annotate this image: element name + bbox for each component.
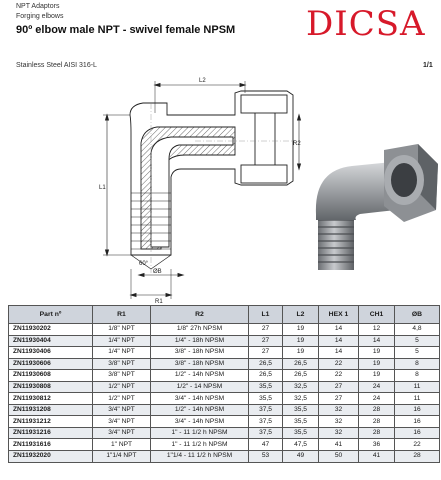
table-row bbox=[9, 381, 440, 393]
l2-cell: 47,5 bbox=[283, 439, 319, 451]
product-photo bbox=[300, 140, 440, 275]
r2-cell: 1/2" - 14h NPSM bbox=[151, 404, 249, 416]
r1-cell: 1"1/4 NPT bbox=[93, 451, 151, 463]
r2-cell: 3/4" - 14h NPSM bbox=[151, 393, 249, 405]
technical-drawing bbox=[95, 73, 305, 305]
col-header-part: Part nº bbox=[9, 306, 93, 324]
ob-cell: 8 bbox=[395, 370, 440, 382]
ob-cell: 22 bbox=[395, 439, 440, 451]
l2-cell: 26,5 bbox=[283, 358, 319, 370]
l2-cell: 19 bbox=[283, 335, 319, 347]
table-row bbox=[9, 439, 440, 451]
part-number: ZN11930606 bbox=[9, 358, 93, 370]
l1-cell: 35,5 bbox=[249, 381, 283, 393]
table-row bbox=[9, 324, 440, 336]
r2-cell: 1" - 11 1/2 h NPSM bbox=[151, 439, 249, 451]
ch1-cell: 36 bbox=[359, 439, 395, 451]
ch1-cell: 41 bbox=[359, 451, 395, 463]
r1-cell: 3/4" NPT bbox=[93, 427, 151, 439]
col-header-r1: R1 bbox=[93, 306, 151, 324]
r1-cell: 1/2" NPT bbox=[93, 393, 151, 405]
ch1-cell: 14 bbox=[359, 335, 395, 347]
ch1-cell: 28 bbox=[359, 416, 395, 428]
table-row bbox=[9, 427, 440, 439]
ch1-cell: 24 bbox=[359, 381, 395, 393]
r1-cell: 3/4" NPT bbox=[93, 416, 151, 428]
r1-cell: 3/4" NPT bbox=[93, 404, 151, 416]
r2-cell: 1" - 11 1/2 h NPSM bbox=[151, 427, 249, 439]
table-row bbox=[9, 404, 440, 416]
hex1-cell: 14 bbox=[319, 347, 359, 359]
l2-cell: 19 bbox=[283, 324, 319, 336]
hex1-cell: 41 bbox=[319, 439, 359, 451]
ob-cell: 5 bbox=[395, 335, 440, 347]
l1-cell: 27 bbox=[249, 335, 283, 347]
ob-cell: 28 bbox=[395, 451, 440, 463]
col-header-l2: L2 bbox=[283, 306, 319, 324]
l1-cell: 37,5 bbox=[249, 404, 283, 416]
l2-cell: 35,5 bbox=[283, 416, 319, 428]
l1-cell: 26,5 bbox=[249, 358, 283, 370]
l2-cell: 32,5 bbox=[283, 393, 319, 405]
dim-label-l2: L2 bbox=[199, 78, 206, 84]
ob-cell: 11 bbox=[395, 393, 440, 405]
subcategory-label: Forging elbows bbox=[16, 13, 64, 20]
part-number: ZN11930404 bbox=[9, 335, 93, 347]
ob-cell: 16 bbox=[395, 404, 440, 416]
table-row bbox=[9, 393, 440, 405]
ob-cell: 8 bbox=[395, 358, 440, 370]
category-label: NPT Adaptors bbox=[16, 3, 60, 10]
r1-cell: 1" NPT bbox=[93, 439, 151, 451]
ch1-cell: 19 bbox=[359, 370, 395, 382]
ch1-cell: 19 bbox=[359, 358, 395, 370]
l2-cell: 19 bbox=[283, 347, 319, 359]
r1-cell: 3/8" NPT bbox=[93, 370, 151, 382]
l1-cell: 26,5 bbox=[249, 370, 283, 382]
dim-label-r2: R2 bbox=[293, 141, 301, 147]
r1-cell: 1/8" NPT bbox=[93, 324, 151, 336]
r1-cell: 3/8" NPT bbox=[93, 358, 151, 370]
hex1-cell: 32 bbox=[319, 404, 359, 416]
col-header-hex1: HEX 1 bbox=[319, 306, 359, 324]
ch1-cell: 28 bbox=[359, 404, 395, 416]
table-row bbox=[9, 451, 440, 463]
table-header-row bbox=[9, 306, 440, 324]
col-header-l1: L1 bbox=[249, 306, 283, 324]
l2-cell: 35,5 bbox=[283, 404, 319, 416]
table-row bbox=[9, 370, 440, 382]
ch1-cell: 19 bbox=[359, 347, 395, 359]
part-number: ZN11930808 bbox=[9, 381, 93, 393]
ob-cell: 11 bbox=[395, 381, 440, 393]
l2-cell: 26,5 bbox=[283, 370, 319, 382]
hex1-cell: 14 bbox=[319, 335, 359, 347]
part-number: ZN11931216 bbox=[9, 427, 93, 439]
r2-cell: 3/4" - 14h NPSM bbox=[151, 416, 249, 428]
part-number: ZN11931212 bbox=[9, 416, 93, 428]
r1-cell: 1/2" NPT bbox=[93, 381, 151, 393]
r2-cell: 3/8" - 18h NPSM bbox=[151, 347, 249, 359]
part-number: ZN11930608 bbox=[9, 370, 93, 382]
hex1-cell: 14 bbox=[319, 324, 359, 336]
part-number: ZN11932020 bbox=[9, 451, 93, 463]
l1-cell: 47 bbox=[249, 439, 283, 451]
specification-table bbox=[8, 305, 440, 463]
dim-label-r1: R1 bbox=[155, 299, 163, 305]
dim-label-angle: 60° bbox=[139, 261, 149, 267]
hex1-cell: 32 bbox=[319, 416, 359, 428]
r2-cell: 1/2" - 14h NPSM bbox=[151, 370, 249, 382]
col-header-ob: ØB bbox=[395, 306, 440, 324]
l2-cell: 49 bbox=[283, 451, 319, 463]
material-label: Stainless Steel AISI 316-L bbox=[16, 62, 97, 69]
page-title: 90º elbow male NPT - swivel female NPSM bbox=[16, 24, 236, 36]
table-row bbox=[9, 347, 440, 359]
dim-label-ob: ØB bbox=[153, 269, 162, 275]
r1-cell: 1/4" NPT bbox=[93, 347, 151, 359]
col-header-r2: R2 bbox=[151, 306, 249, 324]
r1-cell: 1/4" NPT bbox=[93, 335, 151, 347]
ob-cell: 4,8 bbox=[395, 324, 440, 336]
hex1-cell: 50 bbox=[319, 451, 359, 463]
part-number: ZN11930406 bbox=[9, 347, 93, 359]
r2-cell: 1/2" - 14 NPSM bbox=[151, 381, 249, 393]
hex1-cell: 27 bbox=[319, 393, 359, 405]
part-number: ZN11931208 bbox=[9, 404, 93, 416]
hex1-cell: 32 bbox=[319, 427, 359, 439]
dim-label-l1: L1 bbox=[99, 185, 106, 191]
ob-cell: 16 bbox=[395, 427, 440, 439]
part-number: ZN11930202 bbox=[9, 324, 93, 336]
r2-cell: 3/8" - 18h NPSM bbox=[151, 358, 249, 370]
l2-cell: 35,5 bbox=[283, 427, 319, 439]
l1-cell: 37,5 bbox=[249, 416, 283, 428]
table-row bbox=[9, 335, 440, 347]
col-header-ch1: CH1 bbox=[359, 306, 395, 324]
ob-cell: 5 bbox=[395, 347, 440, 359]
table-row bbox=[9, 358, 440, 370]
hex1-cell: 27 bbox=[319, 381, 359, 393]
l1-cell: 35,5 bbox=[249, 393, 283, 405]
l1-cell: 27 bbox=[249, 324, 283, 336]
ch1-cell: 24 bbox=[359, 393, 395, 405]
l1-cell: 27 bbox=[249, 347, 283, 359]
hex1-cell: 22 bbox=[319, 358, 359, 370]
l1-cell: 37,5 bbox=[249, 427, 283, 439]
r2-cell: 1"1/4 - 11 1/2 h NPSM bbox=[151, 451, 249, 463]
brand-logo: DICSA bbox=[306, 4, 426, 44]
part-number: ZN11931616 bbox=[9, 439, 93, 451]
l2-cell: 32,5 bbox=[283, 381, 319, 393]
l1-cell: 53 bbox=[249, 451, 283, 463]
ch1-cell: 12 bbox=[359, 324, 395, 336]
part-number: ZN11930812 bbox=[9, 393, 93, 405]
r2-cell: 1/4" - 18h NPSM bbox=[151, 335, 249, 347]
page-number: 1/1 bbox=[423, 62, 433, 69]
ch1-cell: 28 bbox=[359, 427, 395, 439]
ob-cell: 16 bbox=[395, 416, 440, 428]
r2-cell: 1/8" 27h NPSM bbox=[151, 324, 249, 336]
hex1-cell: 22 bbox=[319, 370, 359, 382]
table-row bbox=[9, 416, 440, 428]
